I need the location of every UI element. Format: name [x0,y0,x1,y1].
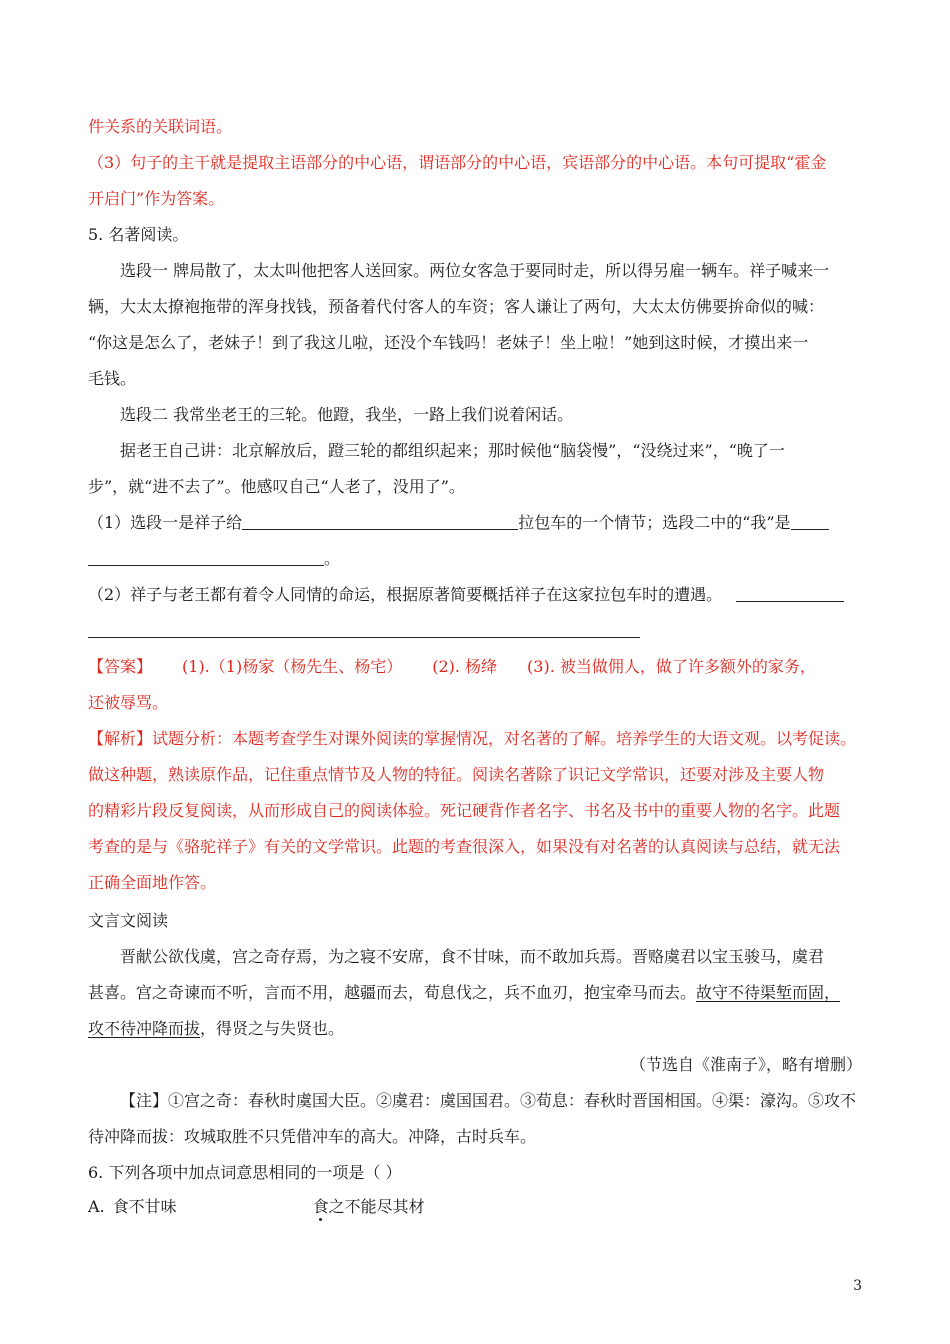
answer-blank-1[interactable] [242,513,518,530]
classical-line-2 [88,983,868,1003]
q5-title: 5. 名著阅读。 [88,225,189,244]
analysis-line-5: 正确全面地作答。 [88,873,217,892]
q6-option-a-phrase-2: 之不能尽其材 [328,1197,425,1216]
q5-para1-line3: “你这是怎么了，老妹子！到了我这儿啦，还没个车钱吗！老妹子！坐上啦！”她到这时候，才摸出来一 [88,333,809,352]
q6-title: 6. 下列各项中加点词意思相同的一项是（ ） [88,1163,402,1182]
q6-option-a-phrase-1: 食不甘味 [112,1197,177,1216]
answer-tag: 【答案】 [88,657,153,676]
q5-sub1-text-b: 拉包车的一个情节；选段二中的“我”是 [518,513,791,532]
analysis-line-1 [88,729,868,749]
analysis-line-3: 的精彩片段反复阅读，从而形成自己的阅读体验。死记硬背作者名字、书名及书中的重要人物的名字。此题 [88,801,841,820]
classical-note-1: 【注】①宫之奇：春秋时虞国大臣。②虞君：虞国国君。③荀息：春秋时晋国相国。④渠：濠沟。⑤攻不 [120,1091,857,1110]
q5-sub1-end: 。 [324,549,341,568]
classical-source: （节选自《淮南子》，略有增删） [629,1055,862,1074]
top-line-3: 开启门”作为答案。 [88,189,225,208]
answer-1: (1).（1)杨家（杨先生、杨宅） [182,657,403,676]
q5-para1-line2: 辆，大太太撩袍拖带的浑身找钱，预备着代付客人的车资；客人谦让了两句，大太太仿佛要拚命似的喊： [88,297,825,316]
classical-line-3 [88,1019,868,1039]
analysis-text-1: 试题分析：本题考查学生对课外阅读的掌握情况，对名著的了解。培养学生的大语文观。以考促读。 [152,729,857,748]
q5-sub2-text: （2）祥子与老王都有着令人同情的命运，根据原著简要概括祥子在这家拉包车时的遭遇。 [88,585,723,604]
q5-para3-line2: 步”，就“进不去了”。他感叹自己“人老了，没用了”。 [88,477,465,496]
answer-3-cont: 还被辱骂。 [88,693,169,712]
answer-blank-3[interactable] [736,585,844,602]
analysis-line-2: 做这种题，熟读原作品，记住重点情节及人物的特征。阅读名著除了识记文学常识，还要对涉及主要人物 [88,765,825,784]
classical-note-2: 待冲降而拔：攻城取胜不只凭借冲车的高大。冲降，古时兵车。 [88,1127,537,1146]
classical-line-1: 晋献公欲伐虞，宫之奇存焉，为之寝不安席，食不甘味，而不敢加兵焉。晋赂虞君以宝玉骏马，虞君 [120,947,825,966]
classical-underlined-1: 故守不待渠堑而固， [696,983,841,1002]
classical-line-2-text: 甚喜。宫之奇谏而不听，言而不用，越疆而去，荀息伐之，兵不血刃，抱宝牵马而去。 [88,983,697,1002]
answer-3: (3). 被当做佣人，做了许多额外的家务， [527,657,816,676]
answer-2: (2). 杨绛 [432,657,498,676]
top-line-1: 件关系的关联词语。 [88,117,233,136]
answer-blank-2[interactable] [791,513,829,530]
answer-blank-2-cont[interactable] [88,549,324,566]
q5-para1-line1: 选段一 牌局散了，太太叫他把客人送回家。两位女客急于要同时走，所以得另雇一辆车。祥子喊来一 [120,261,830,280]
q6-option-a [88,1197,868,1217]
top-line-2: （3）句子的主干就是提取主语部分的中心语，谓语部分的中心语，宾语部分的中心语。本句可提取“霍金 [88,153,827,172]
q5-sub1-cont [88,549,868,569]
analysis-tag: 【解析】 [88,729,153,748]
analysis-line-4: 考查的是与《骆驼祥子》有关的文学常识。此题的考查很深入，如果没有对名著的认真阅读与总结，就无法 [88,837,841,856]
q5-sub1 [88,513,868,533]
classical-line-3-text: ，得贤之与失贤也。 [200,1019,345,1038]
page-number: 3 [853,1278,862,1294]
q5-sub2-cont [88,621,868,641]
q5-para3-line1: 据老王自己讲：北京解放后，蹬三轮的都组织起来；那时候他“脑袋慢”，“没绕过来”，“晚了一 [120,441,785,460]
answer-blank-3-cont[interactable] [88,621,640,638]
q5-sub2 [88,585,868,605]
q6-option-a-dotted-char: 食 [312,1197,329,1216]
classical-underlined-2: 攻不待冲降而拔 [88,1019,201,1038]
classical-heading: 文言文阅读 [88,911,169,930]
q5-para1-line4: 毛钱。 [88,369,137,388]
q5-sub1-text-a: （1）选段一是祥子给 [88,513,243,532]
q5-para2: 选段二 我常坐老王的三轮。他蹬，我坐，一路上我们说着闲话。 [120,405,574,424]
q6-option-a-label: A. [88,1197,105,1216]
answer-line [88,657,868,677]
